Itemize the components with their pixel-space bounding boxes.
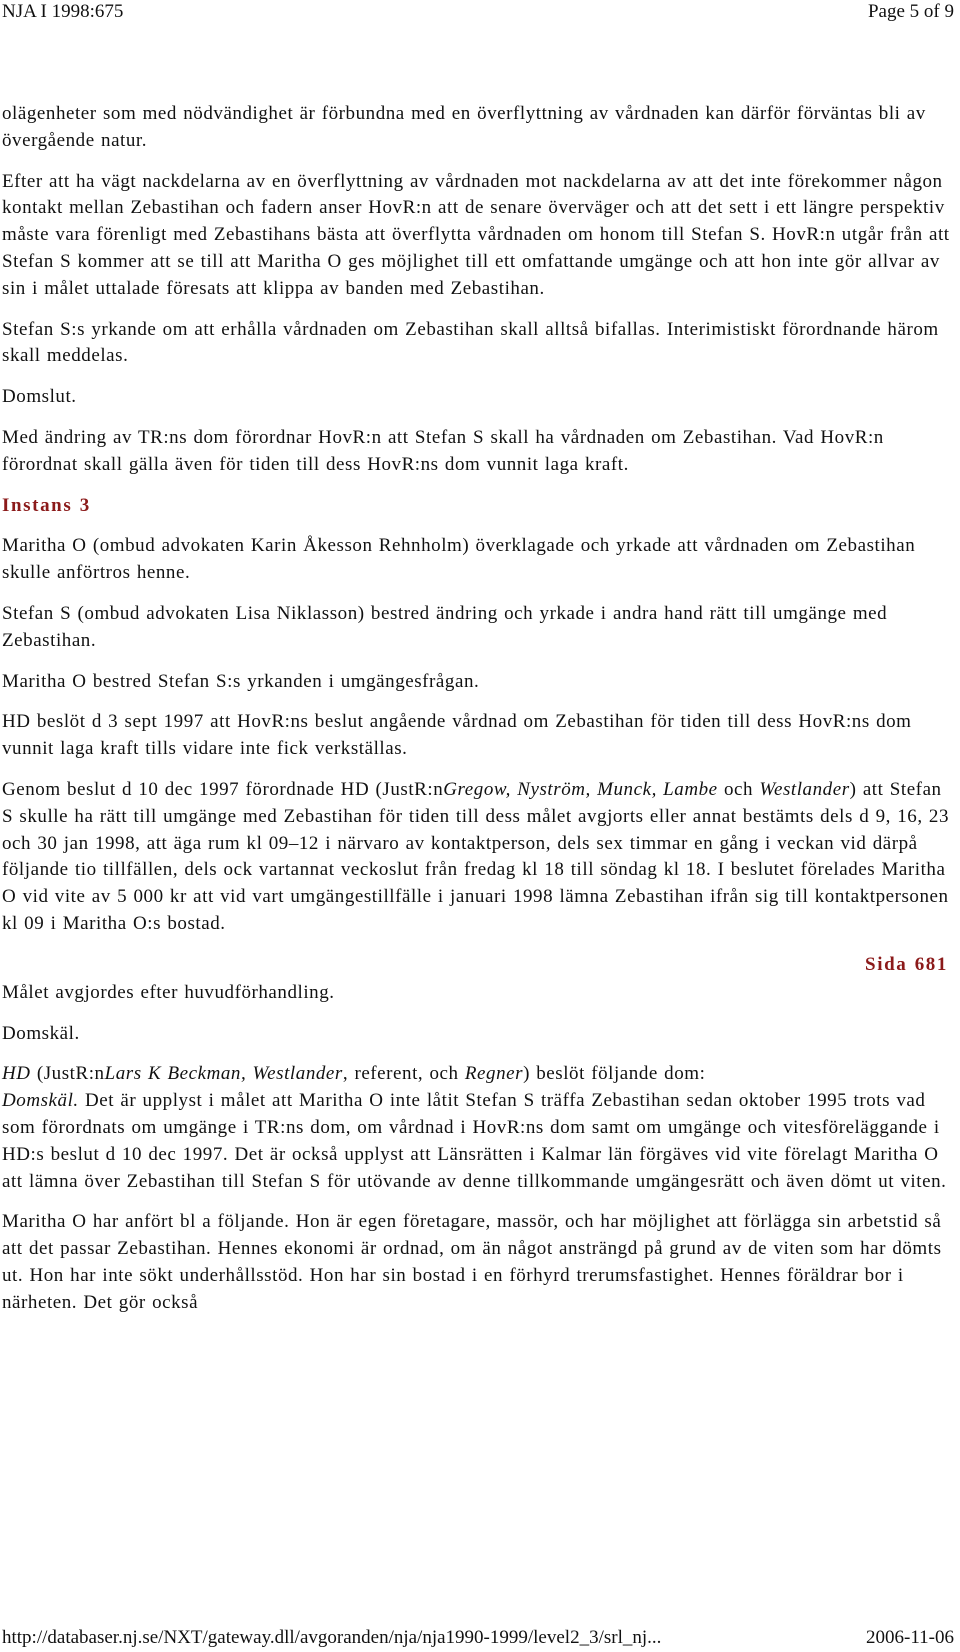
source-url: http://databaser.nj.se/NXT/gateway.dll/avgoranden/nja/nja1990-1999/level2_3/srl_nj... (2, 1627, 662, 1648)
paragraph-9: Genom beslut d 10 dec 1997 förordnade HD (JustR:nGregow, Nyström, Munck, Lambe och Westlander) att Stefan S skulle ha rätt till umgänge med Zebastihan för tiden till dess målet avgjorts eller annat bestämts dels d 9, 16, 23 och 30 jan 1998, att äga rum kl 09–12 i närvaro av kontaktperson, dels sex timmar en gång i veckan vid därpå följande tio tillfällen, dels ock vartannat veckoslut från fredag kl 18 till söndag kl 18. I beslutet förelades Maritha O vid vite av 5 000 kr att vid vart umgängestillfälle i januari 1998 lämna Zebastihan ifrån sig till kontaktpersonen kl 09 i Maritha O:s bostad. (2, 778, 950, 934)
paragraph-8: HD beslöt d 3 sept 1997 att HovR:ns beslut angående vårdnad om Zebastihan för tiden till dess HovR:ns dom vunnit laga kraft tills vidare inte fick verkställas. (2, 711, 912, 760)
paragraph-6: Stefan S (ombud advokaten Lisa Niklasson) bestred ändring och yrkade i andra hand rätt till umgänge med Zebastihan. (2, 602, 888, 651)
page-footer (0, 1626, 960, 1652)
paragraph-4: Med ändring av TR:ns dom förordnar HovR:n att Stefan S skall ha vårdnaden om Zebastihan. Vad HovR:n förordnat skall gälla även för tiden till dess HovR:ns dom vunnit laga kraft. (2, 426, 884, 475)
paragraph-7: Maritha O bestred Stefan S:s yrkanden i umgängesfrågan. (2, 670, 480, 692)
paragraph-3: Stefan S:s yrkande om att erhålla vårdnaden om Zebastihan skall alltså bifallas. Interimistiskt förordnande härom skall meddelas. (2, 318, 939, 367)
page-reference: Sida 681 (865, 953, 948, 975)
document-id: NJA I 1998:675 (2, 1, 124, 22)
paragraph-12: Maritha O har anfört bl a följande. Hon är egen företagare, massör, och har möjlighet att förlägga sin arbetstid så att det passar Zebastihan. Hennes ekonomi är ordnad, om än något ansträngd på grund av de viten som har dömts ut. Hon har inte sökt underhållsstöd. Hon har sin bostad i en förhyrd trerumsfastighet. Hennes föräldrar bor i närheten. Det gör också (2, 1211, 942, 1313)
section-heading-instans-3: Instans 3 (2, 494, 91, 516)
paragraph-5: Maritha O (ombud advokaten Karin Åkesson Rehnholm) överklagade och yrkade att vårdnaden om Zebastihan skulle anförtros henne. (2, 535, 916, 584)
paragraph-1: olägenheter som med nödvändighet är förbundna med en överflyttning av vårdnaden kan därför förväntas bli av övergående natur. (2, 103, 926, 151)
domskal-label: Domskäl. (2, 1022, 80, 1044)
paragraph-11: HD (JustR:nLars K Beckman, Westlander, referent, och Regner) beslöt följande dom: Domskäl. Det är upplyst i målet att Maritha O inte låtit Stefan S träffa Zebastihan sedan oktober 1995 trots vad som förordnats om umgänge i TR:ns dom, om vårdnad i HovR:ns dom samt om umgänge och vitesföreläggande i HD:s beslut d 10 dec 1997. Det är också upplyst att Länsrätten i Kalmar län förgäves vid vite förelagt Maritha O att lämna över Zebastihan till Stefan S för utövande av denne tillkommande umgängesrätt och även dömt ut viten. (2, 1063, 947, 1192)
page-ref-container (2, 952, 952, 980)
page-indicator: Page 5 of 9 (867, 1, 954, 22)
paragraph-2: Efter att ha vägt nackdelarna av en överflyttning av vårdnaden mot nackdelarna av att det inte förekommer någon kontakt mellan Zebastihan och fadern anser HovR:n att de senare överväger och att det sett i ett längre perspektiv måste vara förenligt med Zebastihans bästa att överflytta vårdnaden om honom till Stefan S. HovR:n utgår från att Stefan S kommer att se till att Maritha O ges möjlighet till ett omfattande umgänge och att hon inte gör allvar av sin i målet uttalade föresats att klippa av banden med Zebastihan. (2, 170, 950, 299)
domslut-label: Domslut. (2, 386, 77, 408)
document-body (2, 101, 952, 1330)
print-date: 2006-11-06 (866, 1627, 954, 1648)
page-header (0, 0, 960, 26)
paragraph-10: Målet avgjordes efter huvudförhandling. (2, 981, 335, 1003)
